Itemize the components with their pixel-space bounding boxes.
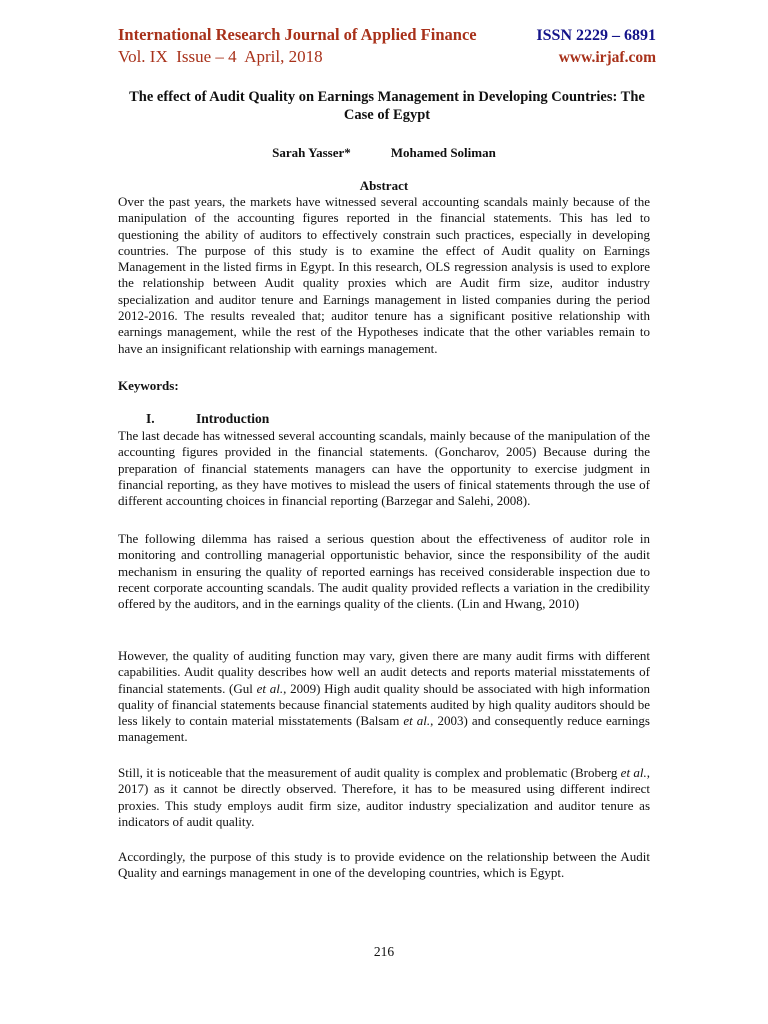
author-name: Mohamed Soliman: [390, 145, 496, 160]
paragraph-text: , 2017) as it cannot be directly observed. Therefore, it has to be measured using different indirect proxies. This study employs audit firm size, auditor industry specialization and auditor tenure as indicators of audit quality.: [118, 765, 650, 829]
paragraph-text: , 2009) High audit quality should be associated with high information quality of financial statements because financial statements audited by high quality auditors should be less likely to contain material misstatements (Balsam: [118, 680, 650, 729]
intro-paragraph-4: [118, 765, 650, 830]
author-list: [0, 145, 768, 161]
keywords-label: Keywords:: [118, 378, 179, 393]
journal-name: International Research Journal of Applied Finance: [118, 25, 477, 44]
abstract-text: Over the past years, the markets have witnessed several accounting scandals mainly because of the manipulation of the accounting figures reported in the financial statements. This has led to questioning the ability of auditors to effectively constrain such practices, especially in developing countries. The purpose of this study is to examine the effect of Audit quality on Earnings Management in the listed firms in Egypt. In this research, OLS regression analysis is used to explore the relationship between Audit quality proxies which are Audit firm size, auditor industry specialization and auditor tenure and Earnings management in listed companies during the period 2012-2016. The results revealed that; auditor tenure has a significant positive relationship with earnings management, while the rest of the Hypotheses indicate that the other variables remain to have an insignificant relationship with earnings management.: [118, 194, 650, 356]
issue-info: Vol. IX Issue – 4 April, 2018: [118, 47, 323, 66]
section-number: I.: [146, 411, 155, 426]
paragraph-text: Still, it is noticeable that the measurement of audit quality is complex and problematic (Broberg: [118, 765, 621, 780]
intro-paragraph-3: [118, 648, 650, 746]
author-name: Sarah Yasser*: [272, 145, 351, 160]
citation-et-al: et al.: [256, 680, 284, 696]
paper-title: The effect of Audit Quality on Earnings Management in Developing Countries: The Case of Egypt: [129, 89, 645, 123]
citation-et-al: et al.: [403, 713, 431, 729]
citation-et-al: et al.: [620, 765, 647, 780]
journal-website-link[interactable]: www.irjaf.com: [558, 49, 656, 66]
intro-paragraph-1: The last decade has witnessed several accounting scandals, mainly because of the manipulation of the accounting figures provided in the financial statements. (Goncharov, 2005) Because during the preparation of financial statements managers can have the opportunity to exercise judgment in financial reporting, as they have motives to mislead the users of finical statements through the use of different accounting choices in financial reporting (Barzegar and Salehi, 2008).: [118, 428, 650, 509]
abstract-heading: Abstract: [359, 178, 409, 193]
paragraph-text: However, the quality of auditing function may vary, given there are many audit firms with different capabilities. Audit quality describes how well an audit detects and reports material misstatements of financial statements. (Gul: [118, 648, 650, 696]
paragraph-text: , 2003) and consequently reduce earnings management.: [118, 713, 650, 745]
intro-paragraph-2: The following dilemma has raised a serious question about the effectiveness of auditor role in monitoring and controlling managerial opportunistic behavior, since the responsibility of the audit mechanism in ensuring the quality of reported earnings has received considerable inspection due to recent corporate accounting scandals. The audit quality provided reflects a variation in the credibility offered by the auditors, and in the earnings quality of the clients. (Lin and Hwang, 2010): [118, 531, 650, 612]
page-number: 216: [373, 944, 395, 959]
intro-paragraph-5: Accordingly, the purpose of this study is to provide evidence on the relationship between the Audit Quality and earnings management in one of the developing countries, which is Egypt.: [118, 849, 650, 881]
issn: ISSN 2229 – 6891: [536, 27, 656, 44]
journal-header-row: [118, 25, 656, 45]
issue-header-row: [118, 47, 656, 67]
section-heading-introduction: [146, 411, 269, 427]
section-title: Introduction: [196, 411, 270, 426]
